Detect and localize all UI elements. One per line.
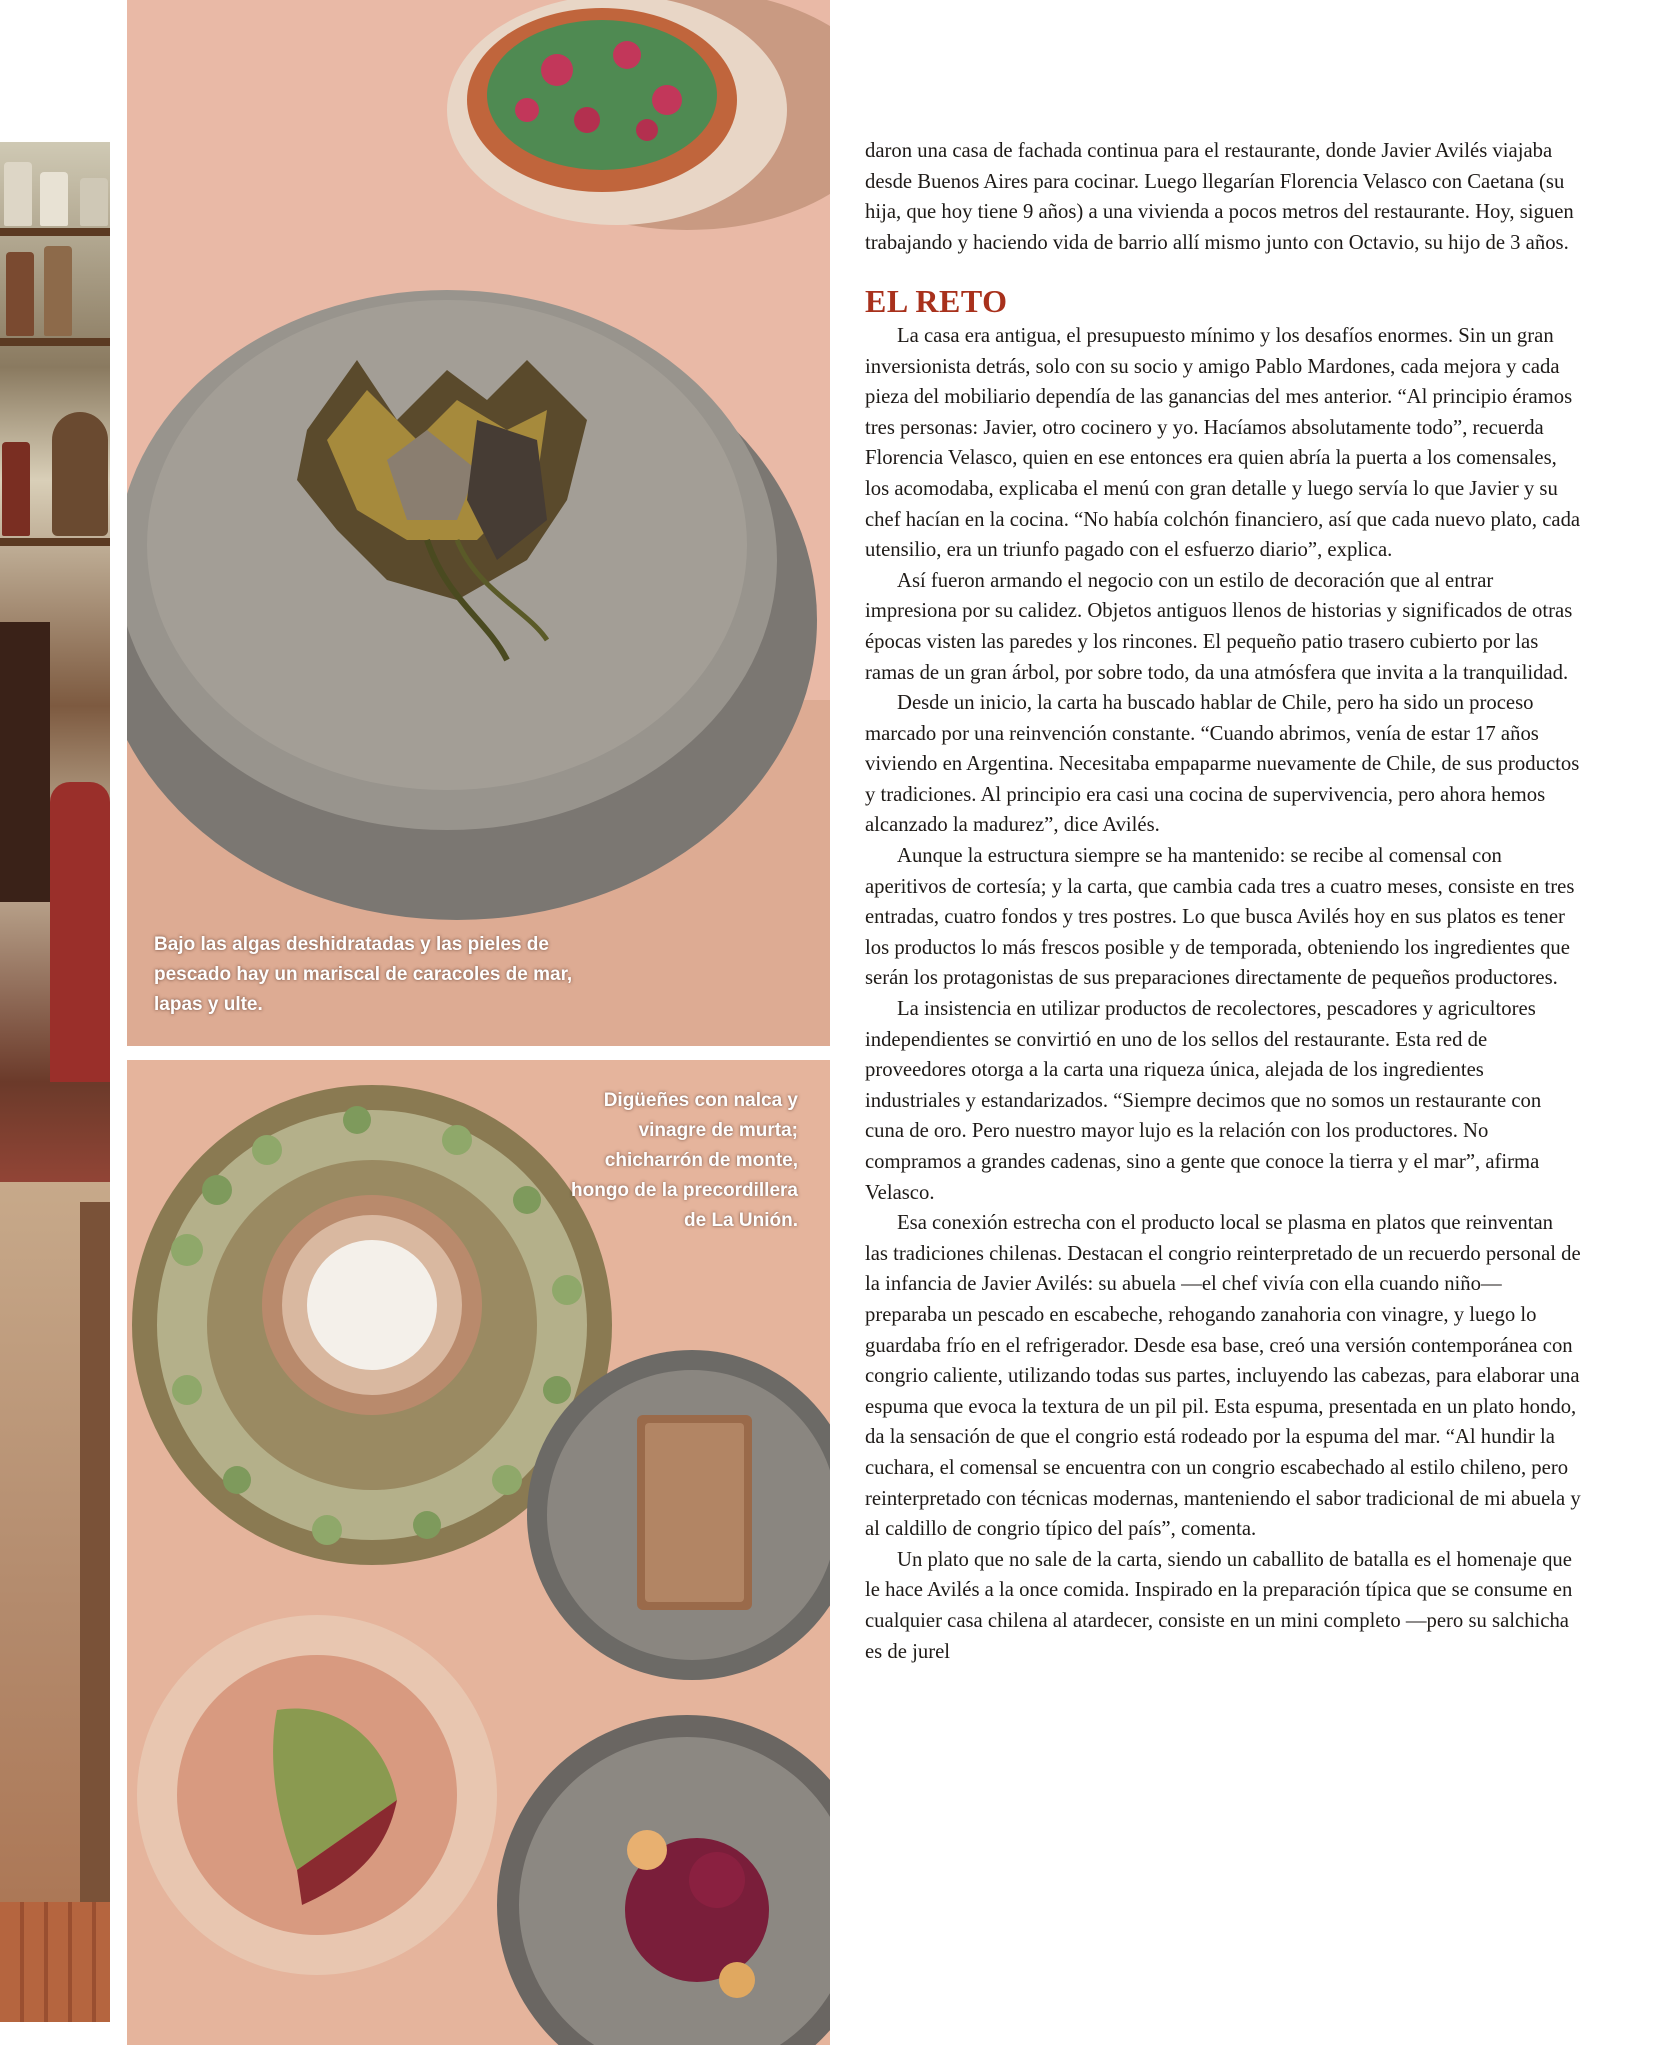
jar: [4, 162, 32, 226]
shelf-board: [0, 338, 110, 346]
cabinet-edge: [80, 1202, 110, 1902]
shelf-board: [0, 228, 110, 236]
jar: [6, 252, 34, 336]
shelf-board: [0, 538, 110, 546]
doorway: [0, 622, 50, 902]
brick-floor: [0, 1902, 110, 2022]
article-paragraph: Esa conexión estrecha con el producto local se plasma en platos que reinventan las tradiciones chilenas. Destacan el congrio reinterpretado de un recuerdo personal de la infancia de Javier Avilés: su abuela —el chef vivía con ella cuando niño— preparaba un pescado en escabeche, rehogando zanahoria con vinagre, y luego lo guardaba frío en el refrigerador. Desde esa base, creó una versión contemporánea con congrio caliente, utilizando todas sus partes, incluyendo las cabezas, para elaborar una espuma que evoca la textura de un pil pil. Esta espuma, presentada en un plato hondo, da la sensación de que el congrio está rodeado por la espuma del mar. “Al hundir la cuchara, el comensal se encuentra con un congrio escabechado al estilo chileno, pero reinterpretado con técnicas modernas, manteniendo el sabor tradicional de mi abuela y al caldillo de congrio típico del país”, comenta.: [865, 1212, 1581, 1541]
jar: [2, 442, 30, 536]
seafood-dish-illustration: [127, 0, 830, 1046]
article-paragraph: Un plato que no sale de la carta, siendo un caballito de batalla es el homenaje que le hace Avilés a la once comida. Inspirado en la preparación típica que se consume en cualquier casa chilena al atardecer, consiste en un mini completo —pero su salchicha es de jurel: [865, 1548, 1573, 1663]
intro-paragraph: daron una casa de fachada continua para el restaurante, donde Javier Avilés viajaba desde Buenos Aires para cocinar. Luego llegarían Florencia Velasco con Caetana (su hija, que hoy tiene 9 años) a una vivienda a pocos metros del restaurante. Hoy, siguen trabajando y haciendo vida de barrio allí mismo junto con Octavio, su hijo de 3 años.: [865, 140, 1574, 254]
photo-tasting-plates: [127, 1060, 830, 2045]
jar: [80, 178, 108, 226]
photo-caption-top: Bajo las algas deshidratadas y las pieles de pescado hay un mariscal de caracoles de mar, lapas y ulte.: [154, 934, 573, 1015]
article-paragraph: La insistencia en utilizar productos de recolectores, pescadores y agricultores independientes se convirtió en uno de los sellos del restaurante. Esta red de proveedores otorga a la carta una riqueza única, alejada de los ingredientes industriales y estandarizados. “Siempre decimos que no somos un restaurante con cuna de oro. Pero nuestro mayor lujo es la relación con los productores. No compramos a grandes cadenas, sino a gente que conoce la tierra y el mar”, afirma Velasco.: [865, 998, 1542, 1204]
article-body: [865, 136, 1581, 1667]
article-paragraph: Así fueron armando el negocio con un estilo de decoración que al entrar impresiona por su calidez. Objetos antiguos llenos de historias y significados de otras épocas visten las paredes y los rincones. El pequeño patio trasero cubierto por las ramas de un gran árbol, por sobre todo, da una atmósfera que invita a la tranquilidad.: [865, 569, 1573, 684]
article-paragraph: Desde un inicio, la carta ha buscado hablar de Chile, pero ha sido un proceso marcado por una reinvención constante. “Cuando abrimos, venía de estar 17 años viviendo en Argentina. Necesitaba empaparme nuevamente de Chile, de sus productos y tradiciones. Al principio era casi una cocina de supervivencia, pero ahora hemos alcanzado la madurez”, dice Avilés.: [865, 692, 1580, 837]
article-paragraph: La casa era antigua, el presupuesto mínimo y los desafíos enormes. Sin un gran inversionista detrás, solo con su socio y amigo Pablo Mardones, cada mejora y cada pieza del mobiliario dependía de las ganancias del mes anterior. “Al principio éramos tres personas: Javier, otro cocinero y yo. Hacíamos absolutamente todo”, recuerda Florencia Velasco, quien en ese entonces era quien abría la puerta a los comensales, los acomodaba, explicaba el menú con gran detalle y luego servía lo que Javier y su chef hacían en la cocina. “No había colchón financiero, así que cada nuevo plato, cada utensilio, era un triunfo pagado con el esfuerzo diario”, explica.: [865, 324, 1581, 562]
shelf-photo: [0, 142, 110, 2022]
photo-caption-bottom: Digüeñes con nalca y vinagre de murta; chicharrón de monte, hongo de la precordillera de La Unión.: [571, 1090, 798, 1231]
jar: [40, 172, 68, 226]
jar: [44, 246, 72, 336]
section-title: EL RETO: [865, 283, 1008, 320]
red-cabinet: [50, 782, 110, 1082]
article-paragraph: Aunque la estructura siempre se ha mantenido: se recibe al comensal con aperitivos de cortesía; y la carta, que cambia cada tres a cuatro meses, consiste en tres entradas, cuatro fondos y tres postres. Lo que busca Avilés hoy en sus platos es tener los productos lo más frescos posible y de temporada, obteniendo los ingredientes que serán los protagonistas de sus preparaciones directamente de pequeños productores.: [865, 845, 1575, 990]
jar: [52, 412, 108, 536]
photo-seafood-dish: [127, 0, 830, 1046]
